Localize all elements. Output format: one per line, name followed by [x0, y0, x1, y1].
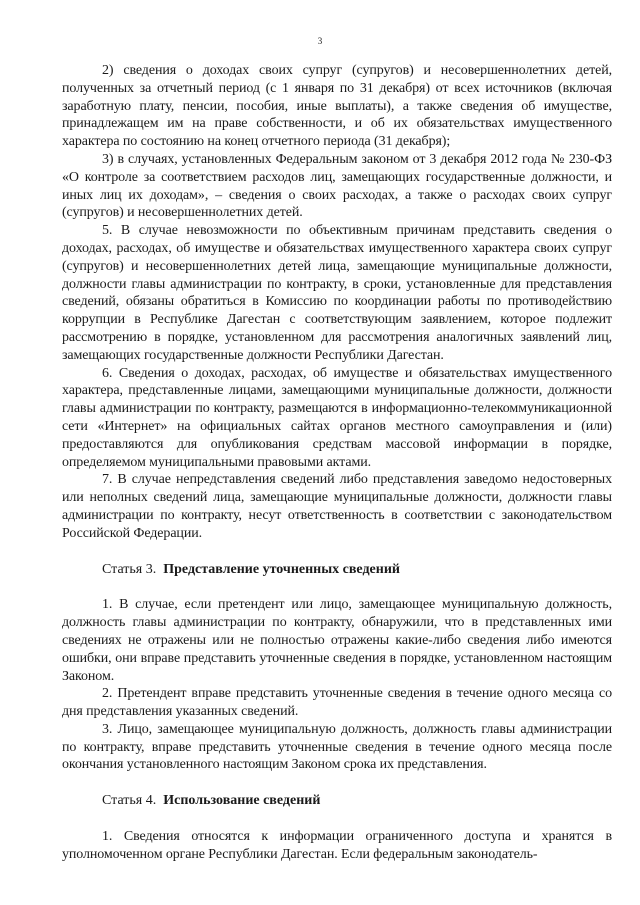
paragraph-3-expenses: 3) в случаях, установленных Федеральным законом от 3 декабря 2012 года № 230-ФЗ «О контроле за соответствием расходов лиц, замещающих государственные должности, и иных лиц их доходам», – сведения о своих расходах, а также о расходах своих супруг (супругов) и несовершеннолетних детей. — [62, 151, 612, 221]
article-3-paragraph-2: 2. Претендент вправе представить уточненные сведения в течение одного месяца со дня представления указанных сведений. — [62, 686, 612, 720]
article-3-heading — [62, 561, 612, 579]
article-4-paragraph-1: 1. Сведения относятся к информации ограниченного доступа и хранятся в уполномоченном органе Республики Дагестан. Если федеральным законодатель- — [62, 829, 612, 862]
paragraph-6-publication: 6. Сведения о доходах, расходах, об имуществе и обязательствах имущественного характера, представленные лицами, замещающими муниципальные должности, должности главы администрации по контракту, размещаются в информационно-телекоммуникационной сети «Интернет» на официальных сайтах органов местного самоуправления и (или) предоставляются для опубликования средствам массовой информации в порядке, определяемом муниципальными правовыми актами. — [62, 365, 612, 470]
document-body — [62, 62, 612, 864]
article-4-heading — [62, 792, 612, 810]
paragraph-5-impossibility: 5. В случае невозможности по объективным причинам представить сведения о доходах, расходах, об имуществе и обязательствах имущественного характера своих супруг (супругов) и несовершеннолетних детей лица, замещающие муниципальные должности, должности главы администрации по контракту, в сроки, установленные для представления сведений, обязаны обратиться в Комиссию по координации работы по противодействию коррупции в Республике Дагестан с соответствующим заявлением, которое подлежит рассмотрению в порядке, установленном для рассмотрения аналогичных заявлений лиц, замещающих государственные должности Республики Дагестан. — [62, 223, 612, 363]
article-3-paragraph-3: 3. Лицо, замещающее муниципальную должность, должность главы администрации по контракту, вправе представить уточненные сведения в течение одного месяца после окончания установленного настоящим Законом срока их представления. — [62, 721, 612, 773]
article-3-number: Статья 3. — [102, 561, 157, 577]
paragraph-2-incomes-spouses: 2) сведения о доходах своих супруг (супругов) и несовершеннолетних детей, полученных за отчетный период (с 1 января по 31 декабря) от всех источников (включая заработную плату, пенсии, пособия, иные выплаты), а также сведения об имуществе, принадлежащем им на праве собственности, и об их обязательствах имущественного характера по состоянию на конец отчетного периода (31 декабря); — [62, 63, 612, 150]
article-4-title: Использование сведений — [163, 793, 321, 809]
paragraph-7-responsibility: 7. В случае непредставления сведений либо представления заведомо недостоверных или неполных сведений лица, замещающие муниципальные должности, должности главы администрации по контракту, несут ответственность в соответствии с законодательством Российской Федерации. — [62, 472, 612, 541]
article-3-paragraph-1: 1. В случае, если претендент или лицо, замещающее муниципальную должность, должность главы администрации по контракту, обнаружили, что в представленных ими сведениях не отражены или не полностью отражены какие-либо сведения либо имеются ошибки, они вправе представить уточненные сведения в порядке, установленном настоящим Законом. — [62, 597, 612, 684]
page-number: 3 — [317, 36, 323, 46]
article-3-title: Представление уточненных сведений — [163, 561, 400, 577]
article-4-number: Статья 4. — [102, 793, 157, 809]
